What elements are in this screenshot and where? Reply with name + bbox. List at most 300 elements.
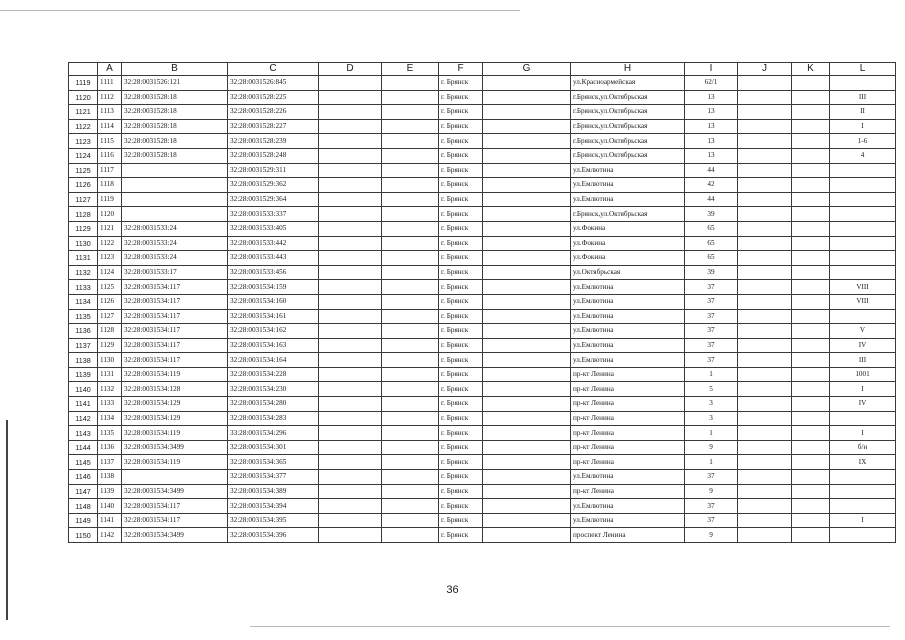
cell-f[interactable]: г. Брянск [439, 105, 483, 120]
column-header-b[interactable]: B [122, 63, 228, 76]
cell-a[interactable]: 1136 [98, 440, 122, 455]
cell-f[interactable]: г. Брянск [439, 382, 483, 397]
row-number-cell[interactable]: 1119 [69, 76, 98, 91]
cell-e[interactable] [382, 338, 439, 353]
cell-j[interactable] [738, 251, 792, 266]
cell-d[interactable] [319, 367, 382, 382]
cell-l[interactable]: III [830, 90, 896, 105]
cell-l[interactable]: IV [830, 338, 896, 353]
cell-e[interactable] [382, 236, 439, 251]
row-number-cell[interactable]: 1120 [69, 90, 98, 105]
cell-c[interactable]: 32:28:0031534:365 [228, 455, 319, 470]
cell-d[interactable] [319, 105, 382, 120]
cell-l[interactable]: IV [830, 397, 896, 412]
cell-j[interactable] [738, 367, 792, 382]
cell-h[interactable]: г.Брянск,ул.Октябрьская [571, 119, 685, 134]
cell-i[interactable]: 9 [685, 528, 738, 543]
cell-d[interactable] [319, 265, 382, 280]
cell-i[interactable]: 65 [685, 236, 738, 251]
cell-l[interactable] [830, 411, 896, 426]
cell-g[interactable] [483, 221, 571, 236]
cell-b[interactable]: 32:28:0031534:117 [122, 280, 228, 295]
corner-cell[interactable] [69, 63, 98, 76]
cell-j[interactable] [738, 309, 792, 324]
cell-j[interactable] [738, 426, 792, 441]
cell-i[interactable]: 39 [685, 265, 738, 280]
cell-f[interactable]: г. Брянск [439, 513, 483, 528]
cell-f[interactable]: г. Брянск [439, 470, 483, 485]
cell-k[interactable] [792, 470, 830, 485]
cell-k[interactable] [792, 440, 830, 455]
cell-d[interactable] [319, 426, 382, 441]
cell-c[interactable]: 32:28:0031534:160 [228, 294, 319, 309]
row-number-cell[interactable]: 1128 [69, 207, 98, 222]
cell-k[interactable] [792, 192, 830, 207]
cell-d[interactable] [319, 528, 382, 543]
column-header-h[interactable]: H [571, 63, 685, 76]
cell-b[interactable]: 32:28:0031534:129 [122, 397, 228, 412]
cell-e[interactable] [382, 76, 439, 91]
cell-c[interactable]: 32:28:0031534:389 [228, 484, 319, 499]
cell-e[interactable] [382, 294, 439, 309]
cell-a[interactable]: 1137 [98, 455, 122, 470]
cell-h[interactable]: г.Брянск,ул.Октябрьская [571, 90, 685, 105]
cell-d[interactable] [319, 382, 382, 397]
cell-d[interactable] [319, 353, 382, 368]
cell-g[interactable] [483, 236, 571, 251]
cell-e[interactable] [382, 324, 439, 339]
cell-j[interactable] [738, 455, 792, 470]
cell-g[interactable] [483, 338, 571, 353]
cell-i[interactable]: 44 [685, 192, 738, 207]
cell-g[interactable] [483, 192, 571, 207]
cell-k[interactable] [792, 280, 830, 295]
cell-d[interactable] [319, 221, 382, 236]
cell-g[interactable] [483, 265, 571, 280]
row-number-cell[interactable]: 1137 [69, 338, 98, 353]
cell-l[interactable]: VIII [830, 294, 896, 309]
cell-j[interactable] [738, 105, 792, 120]
cell-h[interactable]: ул.Емлютина [571, 280, 685, 295]
cell-c[interactable]: 32:28:0031534:161 [228, 309, 319, 324]
cell-g[interactable] [483, 382, 571, 397]
cell-e[interactable] [382, 192, 439, 207]
row-number-cell[interactable]: 1148 [69, 499, 98, 514]
row-number-cell[interactable]: 1135 [69, 309, 98, 324]
cell-a[interactable]: 1130 [98, 353, 122, 368]
cell-a[interactable]: 1138 [98, 470, 122, 485]
cell-j[interactable] [738, 119, 792, 134]
cell-k[interactable] [792, 236, 830, 251]
cell-e[interactable] [382, 382, 439, 397]
cell-e[interactable] [382, 119, 439, 134]
cell-k[interactable] [792, 367, 830, 382]
cell-j[interactable] [738, 192, 792, 207]
cell-h[interactable]: ул.Фокина [571, 221, 685, 236]
row-number-cell[interactable]: 1126 [69, 178, 98, 193]
cell-j[interactable] [738, 324, 792, 339]
cell-l[interactable] [830, 221, 896, 236]
cell-b[interactable] [122, 470, 228, 485]
cell-b[interactable]: 32:28:0031534:117 [122, 499, 228, 514]
cell-k[interactable] [792, 309, 830, 324]
cell-d[interactable] [319, 236, 382, 251]
cell-k[interactable] [792, 148, 830, 163]
column-header-f[interactable]: F [439, 63, 483, 76]
cell-a[interactable]: 1125 [98, 280, 122, 295]
cell-c[interactable]: 32:28:0031528:225 [228, 90, 319, 105]
cell-f[interactable]: г. Брянск [439, 397, 483, 412]
cell-b[interactable]: 32:28:0031528:18 [122, 148, 228, 163]
row-number-cell[interactable]: 1146 [69, 470, 98, 485]
cell-e[interactable] [382, 134, 439, 149]
cell-f[interactable]: г. Брянск [439, 440, 483, 455]
cell-i[interactable]: 37 [685, 324, 738, 339]
cell-j[interactable] [738, 484, 792, 499]
cell-i[interactable]: 37 [685, 513, 738, 528]
cell-d[interactable] [319, 397, 382, 412]
cell-i[interactable]: 13 [685, 90, 738, 105]
cell-c[interactable]: 32:28:0031528:227 [228, 119, 319, 134]
cell-g[interactable] [483, 309, 571, 324]
cell-d[interactable] [319, 470, 382, 485]
cell-e[interactable] [382, 528, 439, 543]
cell-d[interactable] [319, 280, 382, 295]
cell-j[interactable] [738, 134, 792, 149]
cell-b[interactable]: 32:28:0031534:117 [122, 513, 228, 528]
cell-h[interactable]: ул.Емлютина [571, 338, 685, 353]
cell-l[interactable]: 4 [830, 148, 896, 163]
cell-h[interactable]: пр-кт Ленина [571, 455, 685, 470]
row-number-cell[interactable]: 1129 [69, 221, 98, 236]
cell-l[interactable] [830, 470, 896, 485]
cell-g[interactable] [483, 470, 571, 485]
cell-j[interactable] [738, 280, 792, 295]
cell-c[interactable]: 32:28:0031534:230 [228, 382, 319, 397]
cell-e[interactable] [382, 397, 439, 412]
cell-l[interactable]: VIII [830, 280, 896, 295]
cell-d[interactable] [319, 440, 382, 455]
row-number-cell[interactable]: 1127 [69, 192, 98, 207]
cell-c[interactable]: 32:28:0031534:280 [228, 397, 319, 412]
cell-f[interactable]: г. Брянск [439, 251, 483, 266]
cell-g[interactable] [483, 178, 571, 193]
cell-e[interactable] [382, 251, 439, 266]
cell-g[interactable] [483, 76, 571, 91]
cell-g[interactable] [483, 105, 571, 120]
cell-j[interactable] [738, 397, 792, 412]
cell-h[interactable]: г.Брянск,ул.Октябрьская [571, 134, 685, 149]
cell-c[interactable]: 32:28:0031534:159 [228, 280, 319, 295]
cell-k[interactable] [792, 105, 830, 120]
cell-h[interactable]: пр-кт Ленина [571, 426, 685, 441]
cell-j[interactable] [738, 221, 792, 236]
cell-a[interactable]: 1141 [98, 513, 122, 528]
row-number-cell[interactable]: 1124 [69, 148, 98, 163]
cell-f[interactable]: г. Брянск [439, 309, 483, 324]
cell-g[interactable] [483, 397, 571, 412]
row-number-cell[interactable]: 1150 [69, 528, 98, 543]
row-number-cell[interactable]: 1123 [69, 134, 98, 149]
cell-a[interactable]: 1120 [98, 207, 122, 222]
cell-g[interactable] [483, 294, 571, 309]
cell-l[interactable] [830, 178, 896, 193]
cell-i[interactable]: 13 [685, 105, 738, 120]
cell-l[interactable]: б/н [830, 440, 896, 455]
cell-f[interactable]: г. Брянск [439, 484, 483, 499]
cell-a[interactable]: 1116 [98, 148, 122, 163]
cell-f[interactable]: г. Брянск [439, 163, 483, 178]
row-number-cell[interactable]: 1140 [69, 382, 98, 397]
cell-d[interactable] [319, 411, 382, 426]
cell-g[interactable] [483, 280, 571, 295]
cell-d[interactable] [319, 455, 382, 470]
cell-e[interactable] [382, 309, 439, 324]
cell-i[interactable]: 3 [685, 397, 738, 412]
cell-l[interactable] [830, 251, 896, 266]
cell-c[interactable]: 32:28:0031534:163 [228, 338, 319, 353]
cell-j[interactable] [738, 353, 792, 368]
cell-h[interactable]: ул.Емлютина [571, 294, 685, 309]
cell-l[interactable] [830, 192, 896, 207]
cell-j[interactable] [738, 236, 792, 251]
cell-f[interactable]: г. Брянск [439, 411, 483, 426]
cell-l[interactable]: I [830, 119, 896, 134]
cell-e[interactable] [382, 455, 439, 470]
cell-d[interactable] [319, 148, 382, 163]
cell-i[interactable]: 37 [685, 353, 738, 368]
cell-b[interactable]: 32:28:0031534:117 [122, 353, 228, 368]
cell-h[interactable]: пр-кт Ленина [571, 367, 685, 382]
cell-a[interactable]: 1118 [98, 178, 122, 193]
cell-g[interactable] [483, 455, 571, 470]
row-number-cell[interactable]: 1138 [69, 353, 98, 368]
cell-b[interactable]: 32:28:0031534:119 [122, 455, 228, 470]
cell-b[interactable]: 32:28:0031534:128 [122, 382, 228, 397]
cell-j[interactable] [738, 528, 792, 543]
cell-k[interactable] [792, 353, 830, 368]
cell-c[interactable]: 32:28:0031534:377 [228, 470, 319, 485]
cell-h[interactable]: ул.Емлютина [571, 324, 685, 339]
cell-d[interactable] [319, 207, 382, 222]
cell-d[interactable] [319, 192, 382, 207]
cell-g[interactable] [483, 411, 571, 426]
cell-a[interactable]: 1135 [98, 426, 122, 441]
cell-d[interactable] [319, 499, 382, 514]
cell-f[interactable]: г. Брянск [439, 178, 483, 193]
cell-k[interactable] [792, 119, 830, 134]
cell-a[interactable]: 1142 [98, 528, 122, 543]
cell-f[interactable]: г. Брянск [439, 499, 483, 514]
cell-f[interactable]: г. Брянск [439, 192, 483, 207]
cell-g[interactable] [483, 499, 571, 514]
cell-b[interactable]: 32:28:0031533:24 [122, 251, 228, 266]
cell-i[interactable]: 62/1 [685, 76, 738, 91]
cell-g[interactable] [483, 134, 571, 149]
cell-c[interactable]: 33:28:0031534:296 [228, 426, 319, 441]
cell-l[interactable] [830, 163, 896, 178]
cell-i[interactable]: 13 [685, 119, 738, 134]
cell-b[interactable]: 32:28:0031534:119 [122, 426, 228, 441]
cell-b[interactable]: 32:28:0031534:117 [122, 338, 228, 353]
cell-f[interactable]: г. Брянск [439, 338, 483, 353]
row-number-cell[interactable]: 1147 [69, 484, 98, 499]
cell-j[interactable] [738, 178, 792, 193]
cell-i[interactable]: 39 [685, 207, 738, 222]
cell-i[interactable]: 1 [685, 455, 738, 470]
cell-l[interactable]: I [830, 426, 896, 441]
cell-k[interactable] [792, 90, 830, 105]
cell-d[interactable] [319, 178, 382, 193]
cell-d[interactable] [319, 294, 382, 309]
cell-g[interactable] [483, 90, 571, 105]
cell-k[interactable] [792, 397, 830, 412]
cell-e[interactable] [382, 499, 439, 514]
cell-b[interactable] [122, 178, 228, 193]
cell-k[interactable] [792, 178, 830, 193]
cell-e[interactable] [382, 221, 439, 236]
cell-c[interactable]: 32:28:0031534:301 [228, 440, 319, 455]
cell-j[interactable] [738, 294, 792, 309]
cell-c[interactable]: 32:28:0031533:456 [228, 265, 319, 280]
row-number-cell[interactable]: 1122 [69, 119, 98, 134]
cell-b[interactable]: 32:28:0031534:3499 [122, 440, 228, 455]
cell-g[interactable] [483, 148, 571, 163]
cell-a[interactable]: 1129 [98, 338, 122, 353]
cell-a[interactable]: 1128 [98, 324, 122, 339]
cell-l[interactable] [830, 236, 896, 251]
cell-h[interactable]: ул.Емлютина [571, 163, 685, 178]
cell-b[interactable]: 32:28:0031534:117 [122, 294, 228, 309]
cell-g[interactable] [483, 426, 571, 441]
cell-f[interactable]: г. Брянск [439, 455, 483, 470]
cell-e[interactable] [382, 90, 439, 105]
cell-b[interactable]: 32:28:0031534:129 [122, 411, 228, 426]
cell-k[interactable] [792, 455, 830, 470]
cell-a[interactable]: 1127 [98, 309, 122, 324]
column-header-c[interactable]: C [228, 63, 319, 76]
cell-g[interactable] [483, 163, 571, 178]
cell-i[interactable]: 9 [685, 440, 738, 455]
cell-f[interactable]: г. Брянск [439, 134, 483, 149]
cell-k[interactable] [792, 265, 830, 280]
row-number-cell[interactable]: 1130 [69, 236, 98, 251]
cell-i[interactable]: 37 [685, 280, 738, 295]
row-number-cell[interactable]: 1132 [69, 265, 98, 280]
row-number-cell[interactable]: 1149 [69, 513, 98, 528]
cell-k[interactable] [792, 411, 830, 426]
cell-b[interactable]: 32:28:0031526:121 [122, 76, 228, 91]
cell-f[interactable]: г. Брянск [439, 221, 483, 236]
cell-c[interactable]: 32:28:0031526:845 [228, 76, 319, 91]
cell-c[interactable]: 32:28:0031534:228 [228, 367, 319, 382]
cell-l[interactable] [830, 207, 896, 222]
cell-l[interactable] [830, 484, 896, 499]
cell-l[interactable]: 1-6 [830, 134, 896, 149]
cell-l[interactable] [830, 309, 896, 324]
cell-a[interactable]: 1123 [98, 251, 122, 266]
cell-c[interactable]: 32:28:0031534:396 [228, 528, 319, 543]
cell-i[interactable]: 1 [685, 367, 738, 382]
cell-h[interactable]: ул.Емлютина [571, 470, 685, 485]
cell-f[interactable]: г. Брянск [439, 353, 483, 368]
cell-k[interactable] [792, 76, 830, 91]
cell-k[interactable] [792, 382, 830, 397]
cell-c[interactable]: 32:28:0031533:442 [228, 236, 319, 251]
cell-j[interactable] [738, 90, 792, 105]
cell-b[interactable]: 32:28:0031534:3499 [122, 484, 228, 499]
cell-b[interactable] [122, 192, 228, 207]
cell-e[interactable] [382, 367, 439, 382]
cell-a[interactable]: 1139 [98, 484, 122, 499]
cell-d[interactable] [319, 134, 382, 149]
cell-i[interactable]: 37 [685, 499, 738, 514]
cell-d[interactable] [319, 163, 382, 178]
cell-c[interactable]: 32:28:0031534:162 [228, 324, 319, 339]
cell-k[interactable] [792, 499, 830, 514]
cell-b[interactable]: 32:28:0031528:18 [122, 134, 228, 149]
row-number-cell[interactable]: 1143 [69, 426, 98, 441]
cell-a[interactable]: 1133 [98, 397, 122, 412]
cell-b[interactable]: 32:28:0031533:17 [122, 265, 228, 280]
cell-f[interactable]: г. Брянск [439, 207, 483, 222]
cell-b[interactable] [122, 163, 228, 178]
cell-i[interactable]: 42 [685, 178, 738, 193]
cell-a[interactable]: 1134 [98, 411, 122, 426]
cell-j[interactable] [738, 513, 792, 528]
cell-l[interactable]: V [830, 324, 896, 339]
cell-j[interactable] [738, 382, 792, 397]
cell-e[interactable] [382, 513, 439, 528]
cell-d[interactable] [319, 309, 382, 324]
cell-k[interactable] [792, 426, 830, 441]
cell-j[interactable] [738, 207, 792, 222]
cell-j[interactable] [738, 265, 792, 280]
cell-h[interactable]: ул.Емлютина [571, 513, 685, 528]
cell-i[interactable]: 9 [685, 484, 738, 499]
cell-g[interactable] [483, 367, 571, 382]
cell-g[interactable] [483, 353, 571, 368]
cell-k[interactable] [792, 338, 830, 353]
cell-k[interactable] [792, 207, 830, 222]
cell-e[interactable] [382, 280, 439, 295]
cell-f[interactable]: г. Брянск [439, 294, 483, 309]
cell-a[interactable]: 1140 [98, 499, 122, 514]
cell-a[interactable]: 1114 [98, 119, 122, 134]
cell-f[interactable]: г. Брянск [439, 265, 483, 280]
row-number-cell[interactable]: 1142 [69, 411, 98, 426]
cell-l[interactable]: I [830, 513, 896, 528]
cell-a[interactable]: 1119 [98, 192, 122, 207]
cell-l[interactable]: 1001 [830, 367, 896, 382]
cell-l[interactable]: II [830, 105, 896, 120]
row-number-cell[interactable]: 1134 [69, 294, 98, 309]
cell-e[interactable] [382, 178, 439, 193]
cell-f[interactable]: г. Брянск [439, 119, 483, 134]
row-number-cell[interactable]: 1131 [69, 251, 98, 266]
cell-c[interactable]: 32:28:0031528:226 [228, 105, 319, 120]
cell-h[interactable]: г.Брянск,ул.Октябрьская [571, 207, 685, 222]
cell-h[interactable]: пр-кт Ленина [571, 484, 685, 499]
cell-d[interactable] [319, 119, 382, 134]
row-number-cell[interactable]: 1139 [69, 367, 98, 382]
cell-b[interactable]: 32:28:0031533:24 [122, 221, 228, 236]
cell-k[interactable] [792, 163, 830, 178]
cell-l[interactable]: IX [830, 455, 896, 470]
cell-e[interactable] [382, 105, 439, 120]
row-number-cell[interactable]: 1145 [69, 455, 98, 470]
cell-i[interactable]: 37 [685, 338, 738, 353]
